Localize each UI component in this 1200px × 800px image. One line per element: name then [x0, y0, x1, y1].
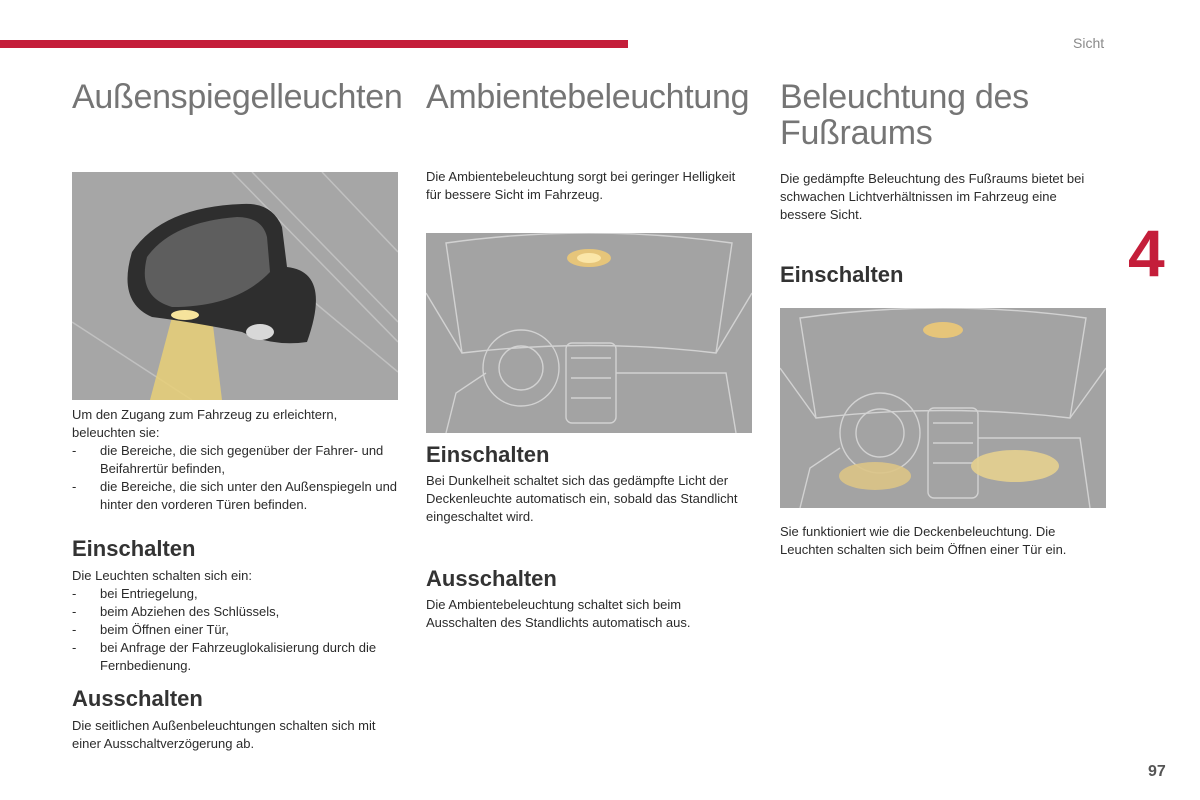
list-item: - bei Entriegelung, [72, 585, 398, 603]
ambient-off-text: Die Ambientebeleuchtung schaltet sich beim Ausschalten des Standlichts automatisch aus. [426, 597, 691, 630]
heading-footwell-on: Einschalten [780, 262, 904, 287]
heading-mirror-off: Ausschalten [72, 686, 203, 711]
mirror-off-text: Die seitlichen Außenbeleuchtungen schalten sich mit einer Ausschaltverzögerung ab. [72, 718, 376, 751]
title-line: Beleuchtung des [780, 78, 1029, 116]
footwell-lighting-image [780, 308, 1106, 508]
heading-ambient-off: Ausschalten [426, 566, 557, 591]
title-ambient-lighting: Ambientebeleuchtung [426, 78, 750, 116]
mirror-on-text: Die Leuchten schalten sich ein: [72, 568, 252, 583]
title-mirror-lights: Außenspiegelleuchten [72, 78, 403, 116]
chapter-number: 4 [1128, 216, 1165, 290]
list-item: - beim Abziehen des Schlüssels, [72, 603, 398, 621]
ambient-lighting-image [426, 233, 752, 433]
list-item: - beim Öffnen einer Tür, [72, 621, 398, 639]
heading-mirror-on: Einschalten [72, 536, 196, 561]
ambient-intro-text: Die Ambientebeleuchtung sorgt bei geringer Helligkeit für bessere Sicht im Fahrzeug. [426, 169, 736, 202]
mirror-light-image [72, 172, 398, 400]
mirror-on-list [72, 585, 398, 675]
ambient-on-text: Bei Dunkelheit schaltet sich das gedämpfte Licht der Deckenleuchte automatisch ein, sobald das Standlicht eingeschaltet wird. [426, 473, 738, 524]
list-item: - die Bereiche, die sich unter den Außenspiegeln und hinter den vorderen Türen befinden. [72, 478, 398, 514]
list-item: - bei Anfrage der Fahrzeuglokalisierung durch die Fernbedienung. [72, 639, 398, 675]
list-item: - die Bereiche, die sich gegenüber der Fahrer- und Beifahrertür befinden, [72, 442, 398, 478]
title-line: Fußraums [780, 113, 933, 152]
footwell-intro-text: Die gedämpfte Beleuchtung des Fußraums bietet bei schwachen Lichtverhältnissen im Fahrzeug eine bessere Sicht. [780, 171, 1085, 222]
page-number: 97 [1148, 763, 1166, 780]
mirror-intro-list [72, 442, 398, 514]
section-label: Sicht [1073, 35, 1105, 51]
heading-ambient-on: Einschalten [426, 442, 550, 467]
title-footwell-lighting [780, 80, 1110, 151]
top-accent-bar [0, 40, 628, 48]
footwell-footer-text: Sie funktioniert wie die Deckenbeleuchtung. Die Leuchten schalten sich beim Öffnen einer Tür ein. [780, 524, 1067, 557]
mirror-intro-text: Um den Zugang zum Fahrzeug zu erleichtern, beleuchten sie: [72, 407, 338, 440]
